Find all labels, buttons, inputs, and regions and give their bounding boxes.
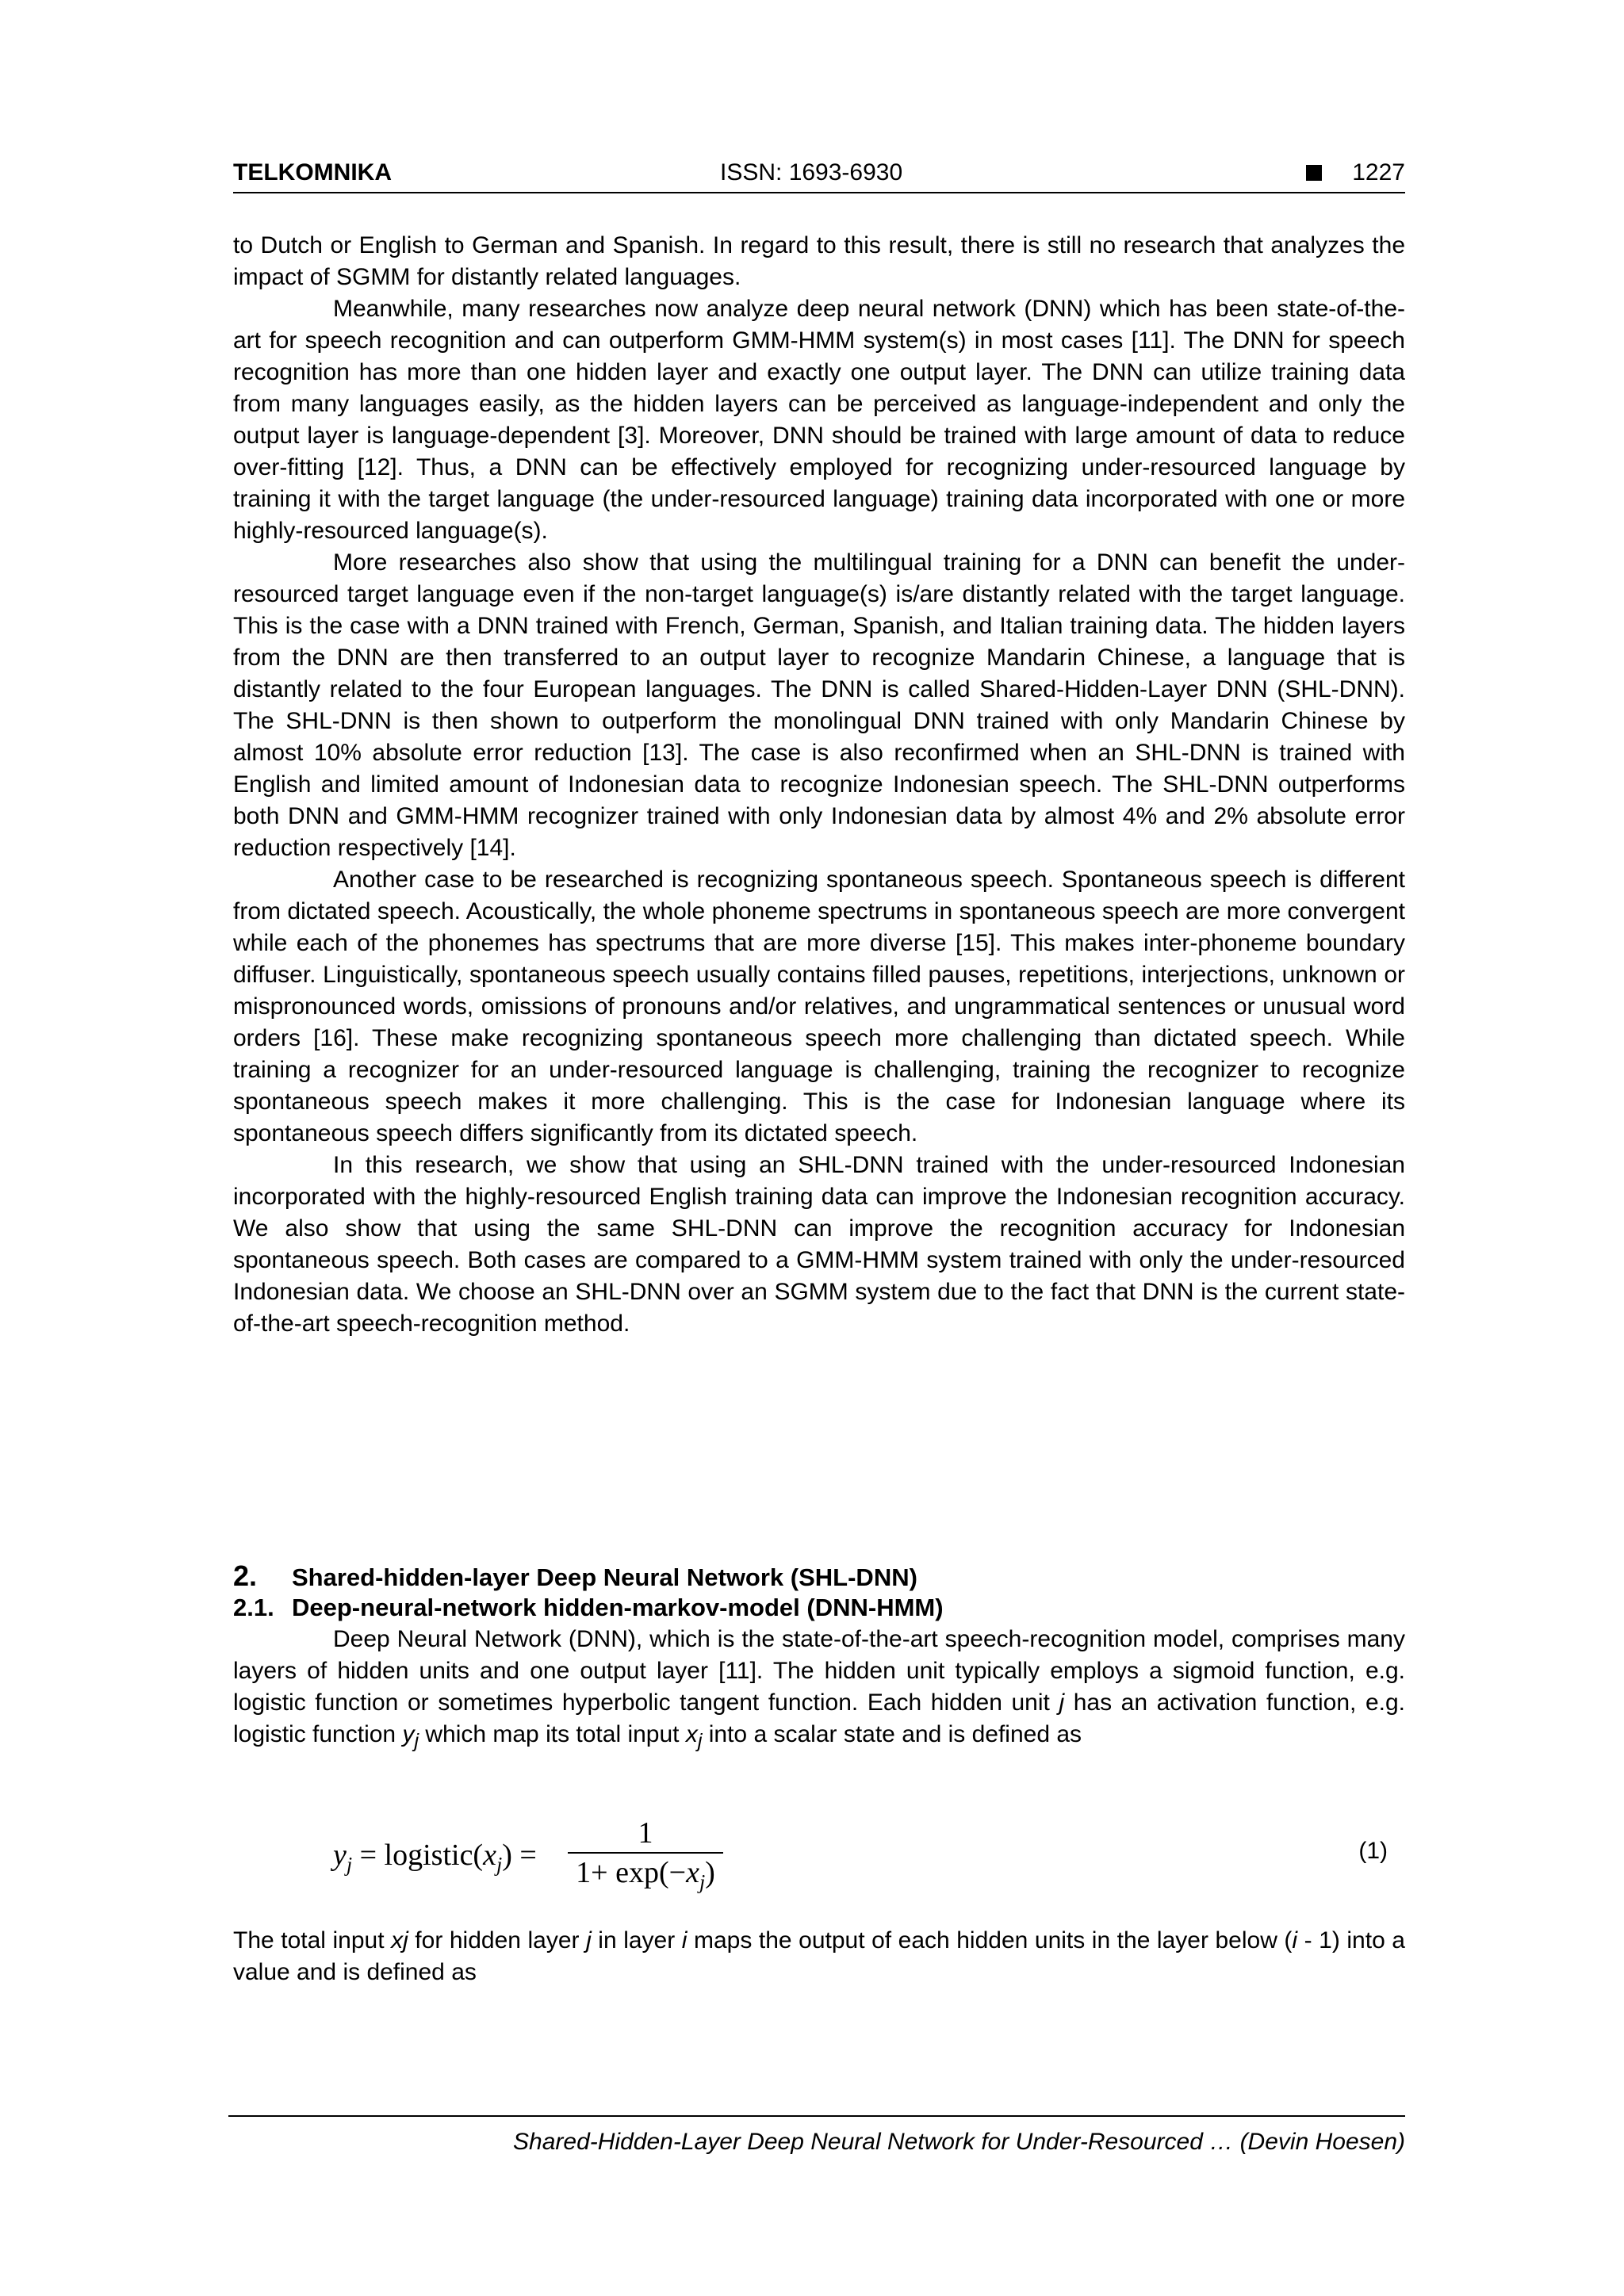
page-number-box	[1306, 157, 1405, 189]
text-run: The total input	[233, 1927, 392, 1954]
equation-fraction	[566, 1816, 725, 1902]
subsection-title: Deep-neural-network hidden-markov-model (DNN-HMM)	[292, 1594, 944, 1621]
text-run: for hidden layer	[408, 1927, 587, 1954]
section-title: Shared-hidden-layer Deep Neural Network (SHL-DNN)	[292, 1563, 917, 1591]
text-run: maps the output of each hidden units in the layer below (	[687, 1927, 1293, 1954]
section-number: 2.	[233, 1559, 258, 1592]
eq-numerator: 1	[638, 1816, 653, 1850]
square-bullet-icon	[1306, 165, 1322, 181]
post-equation-paragraph	[233, 1925, 1405, 1988]
math-var: i	[681, 1927, 688, 1954]
math-var: x	[685, 1721, 698, 1747]
eq-paren: )	[502, 1839, 512, 1872]
section-paragraph	[233, 1624, 1405, 1757]
intro-body	[233, 230, 1405, 1340]
eq-sub: j	[346, 1853, 353, 1877]
eq-func: logistic(	[384, 1839, 484, 1872]
equation-lhs	[333, 1838, 537, 1877]
equation-1	[333, 1816, 1405, 1895]
paragraph-1: to Dutch or English to German and Spanish. In regard to this result, there is still no research that analyzes the impact of SGMM for distantly related languages.	[233, 232, 1405, 290]
eq-equals: =	[519, 1839, 537, 1872]
eq-denominator	[566, 1854, 725, 1902]
paragraph-5: In this research, we show that using an SHL-DNN trained with the under-resourced Indonesian incorporated with the highly-resourced English training data can improve the Indonesian recognition accuracy. We also show that using the same SHL-DNN can improve the recognition accuracy for Indonesian spontaneous speech. Both cases are compared to a GMM-HMM system trained with only the under-resourced Indonesian data. We choose an SHL-DNN over an SGMM system due to the fact that DNN is the current state-of-the-art speech-recognition method.	[233, 1152, 1405, 1337]
eq-var-x: x	[483, 1839, 496, 1872]
paragraph-4: Another case to be researched is recognizing spontaneous speech. Spontaneous speech is different from dictated speech. Acoustically, the whole phoneme spectrums in spontaneous speech are more convergent while each of the phonemes has spectrums that are more diverse [15]. This makes inter-phoneme boundary diffuser. Linguistically, spontaneous speech usually contains filled pauses, repetitions, interjections, unknown or mispronounced words, omissions of pronouns and/or relatives, and ungrammatical sentences or unusual word orders [16]. These make recognizing spontaneous speech more challenging than dictated speech. While training a recognizer for an under-resourced language is challenging, training the recognizer to recognize spontaneous speech makes it more challenging. This is the case for Indonesian language where its spontaneous speech differs significantly from its dictated speech.	[233, 867, 1405, 1146]
math-var: xj	[391, 1927, 408, 1954]
eq-sub: j	[699, 1870, 706, 1894]
page-header	[233, 157, 1405, 193]
text-run: into a scalar state and is defined as	[702, 1721, 1082, 1747]
eq-equals: =	[359, 1839, 377, 1872]
section-heading	[233, 1560, 917, 1594]
footer-running-title: Shared-Hidden-Layer Deep Neural Network for Under-Resourced … (Devin Hoesen)	[513, 2129, 1405, 2155]
paragraph-3: More researches also show that using the multilingual training for a DNN can benefit the under-resourced target language even if the non-target language(s) is/are distantly related with the target language. This is the case with a DNN trained with French, German, Spanish, and Italian training data. The hidden layers from the DNN are then transferred to an output layer to recognize Mandarin Chinese, a language that is distantly related to the four European languages. The DNN is called Shared-Hidden-Layer DNN (SHL-DNN). The SHL-DNN is then shown to outperform the monolingual DNN trained with only Mandarin Chinese by almost 10% absolute error reduction [13]. The case is also reconfirmed when an SHL-DNN is trained with English and limited amount of Indonesian data to recognize Indonesian speech. The SHL-DNN outperforms both DNN and GMM-HMM recognizer trained with only Indonesian data by almost 4% and 2% absolute error reduction respectively [14].	[233, 549, 1405, 861]
math-var: j	[1059, 1689, 1065, 1716]
eq-den-text: 1+ exp(−	[576, 1856, 687, 1889]
text-run: which map its total input	[419, 1721, 686, 1747]
math-subscript: j	[697, 1730, 703, 1752]
eq-paren: )	[705, 1856, 715, 1889]
issn: ISSN: 1693-6930	[720, 159, 903, 186]
section-body	[233, 1624, 1405, 1757]
paragraph-2: Meanwhile, many researches now analyze deep neural network (DNN) which has been state-of-the-art for speech recognition and can outperform GMM-HMM system(s) in most cases [11]. The DNN for speech recognition has more than one hidden layer and exactly one output layer. The DNN can utilize training data from many languages easily, as the hidden layers can be perceived as language-independent and only the output layer is language-dependent [3]. Moreover, DNN should be trained with large amount of data to reduce over-fitting [12]. Thus, a DNN can be effectively employed for recognizing under-resourced language by training it with the target language (the under-resourced language) training data incorporated with one or more highly-resourced language(s).	[233, 296, 1405, 544]
text-run: has an activation function, e.g. logistic function	[233, 1689, 1405, 1747]
math-subscript: j	[414, 1730, 419, 1752]
page-footer	[228, 2115, 1405, 2156]
math-var: y	[402, 1721, 415, 1747]
eq-var-y: y	[333, 1839, 347, 1872]
math-var: i	[1292, 1927, 1298, 1954]
post-equation-text	[233, 1925, 1405, 1988]
subsection-number: 2.1.	[233, 1594, 274, 1621]
eq-var-x: x	[686, 1856, 699, 1889]
subsection-heading	[233, 1592, 944, 1624]
text-run: Deep Neural Network (DNN), which is the state-of-the-art speech-recognition model, comprises many layers of hidden units and one output layer [11]. The hidden unit typically employs a sigmoid function, e.g. logistic function or sometimes hyperbolic tangent function. Each hidden unit	[233, 1626, 1405, 1716]
page-number: 1227	[1352, 159, 1405, 186]
equation-number: (1)	[1358, 1838, 1388, 1864]
text-run: in layer	[591, 1927, 682, 1954]
math-var: j	[586, 1927, 592, 1954]
text-run: - 1) into a value and is defined as	[233, 1927, 1405, 1985]
journal-name: TELKOMNIKA	[233, 159, 392, 186]
eq-sub: j	[496, 1853, 503, 1877]
